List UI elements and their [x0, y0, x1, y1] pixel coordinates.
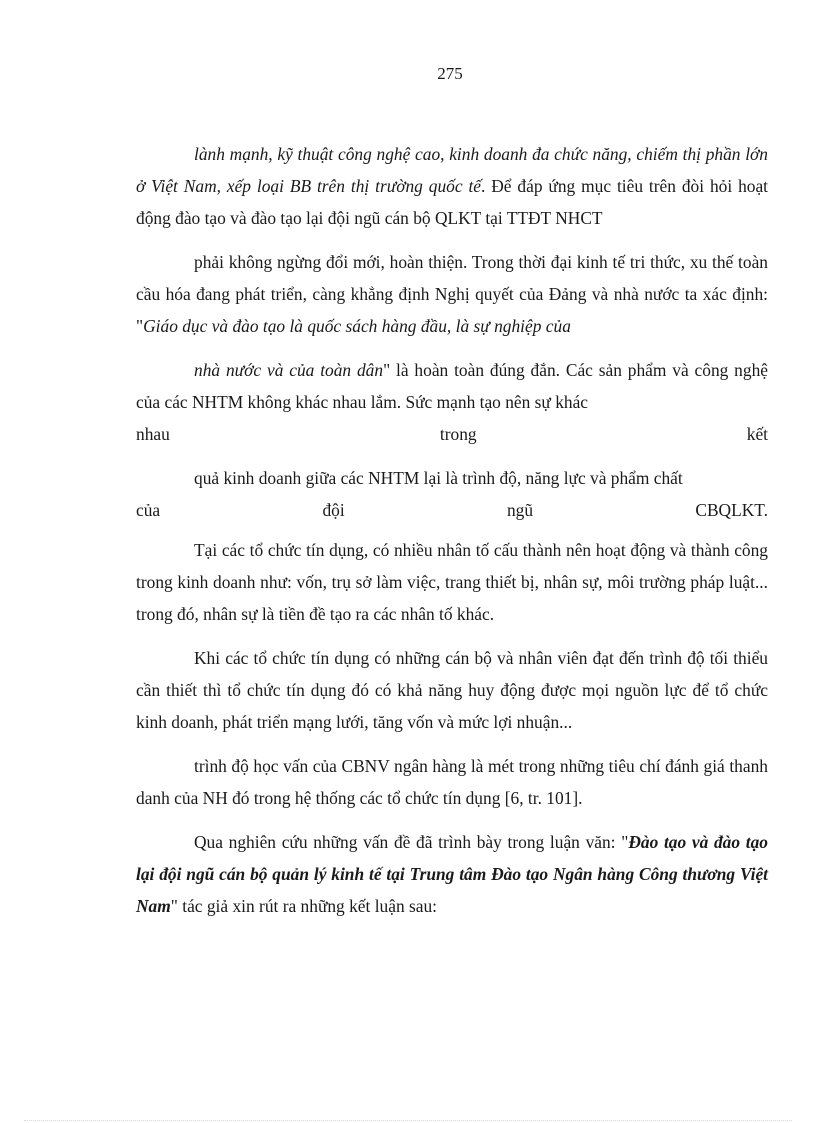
- paragraph-7: [136, 750, 768, 814]
- spread-word: nhau: [136, 424, 170, 444]
- paragraph-5-text: Tại các tổ chức tín dụng, có nhiều nhân tố cấu thành nên hoạt động và thành công trong kinh doanh như: vốn, trụ sở làm việc, trang thiết bị, nhân sự, môi trường pháp luật... trong đó, nhân sự là tiền đề tạo ra các nhân tố khác.: [136, 540, 768, 624]
- spread-word: ngũ: [506, 500, 534, 520]
- spread-word: trong: [439, 424, 477, 444]
- paragraph-6-text: Khi các tổ chức tín dụng có những cán bộ và nhân viên đạt đến trình độ tối thiểu cần thiết thì tổ chức tín dụng đó có khả năng huy động được mọi nguồn lực để tổ chức kinh doanh, phát triển mạng lưới, tăng vốn và mức lợi nhuận...: [136, 648, 768, 732]
- paragraph-2-text: phải không ngừng đổi mới, hoàn thiện. Trong thời đại kinh tế tri thức, xu thế toàn cầu hóa đang phát triển, càng khẳng định Nghị quyết của Đảng và nhà nước ta xác định: ": [136, 252, 768, 336]
- paragraph-7-text: trình độ học vấn của CBNV ngân hàng là mét trong những tiêu chí đánh giá thanh danh của NH đó trong hệ thống các tổ chức tín dụng [6, tr. 101].: [136, 756, 768, 808]
- spread-word: của: [136, 500, 161, 520]
- thesis-title: Đào tạo và đào tạo lại đội ngũ cán bộ quản lý kinh tế tại Trung tâm Đào tạo Ngân hàng Công thương Việt Nam: [136, 832, 768, 916]
- page-number: 275: [437, 64, 463, 83]
- paragraph-4-text: quả kinh doanh giữa các NHTM lại là trình độ, năng lực và phẩm chất: [194, 468, 683, 488]
- spread-word: đội: [322, 500, 345, 520]
- paragraph-4: [136, 462, 768, 494]
- document-body: [136, 138, 768, 922]
- paragraph-3-spread-line: [136, 418, 768, 450]
- paragraph-2-italic: Giáo dục và đào tạo là quốc sách hàng đầu, là sự nghiệp của: [143, 316, 571, 336]
- paragraph-1-text: . Để đáp ứng mục tiêu trên đòi hỏi hoạt động đào tạo và đào tạo lại đội ngũ cán bộ QLKT tại TTĐT NHCT: [136, 176, 769, 228]
- spread-word: kết: [746, 424, 768, 444]
- bottom-divider: [24, 1120, 792, 1121]
- paragraph-8: [136, 826, 768, 922]
- paragraph-1: [136, 138, 768, 234]
- paragraph-8-text-after: " tác giả xin rút ra những kết luận sau:: [170, 896, 437, 916]
- paragraph-8-text-before: Qua nghiên cứu những vấn đề đã trình bày trong luận văn: ": [194, 832, 629, 852]
- paragraph-2: [136, 246, 768, 342]
- paragraph-3: [136, 354, 768, 418]
- paragraph-3-text: " là hoàn toàn đúng đắn. Các sản phẩm và công nghệ của các NHTM không khác nhau lắm. Sức mạnh tạo nên sự khác: [136, 360, 768, 412]
- paragraph-3-italic: nhà nước và của toàn dân: [194, 360, 384, 380]
- paragraph-5: [136, 534, 768, 630]
- spread-word: CBQLKT.: [695, 500, 768, 520]
- paragraph-6: [136, 642, 768, 738]
- paragraph-4-spread-line: [136, 494, 768, 526]
- paragraph-1-italic: lành mạnh, kỹ thuật công nghệ cao, kinh doanh đa chức năng, chiếm thị phần lớn ở Việt Nam, xếp loại BB trên thị trường quốc tế: [136, 144, 768, 196]
